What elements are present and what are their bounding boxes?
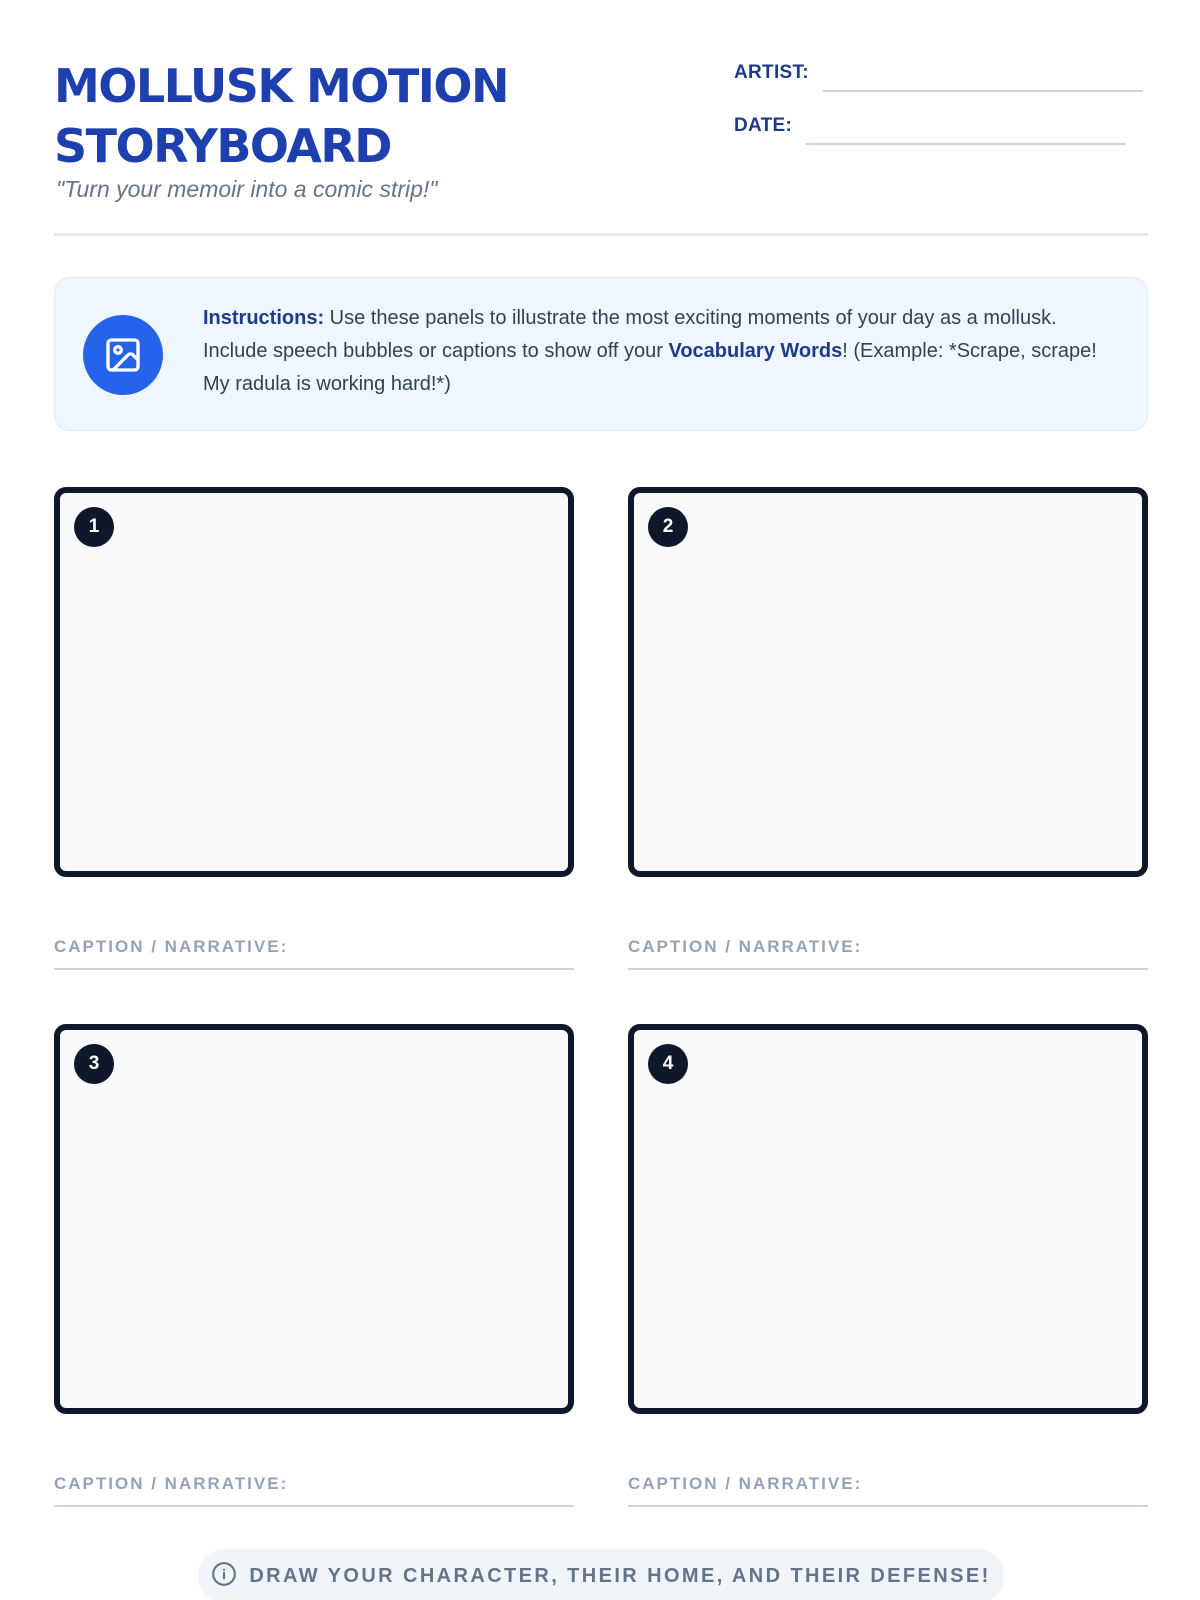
vocabulary-words: Vocabulary Words <box>668 340 843 362</box>
drawing-panel-3[interactable] <box>54 1024 574 1414</box>
instructions-body-2: ! (Example: *Scrape, scrape! My radula is working hard!*) <box>203 340 1097 395</box>
caption-line-3[interactable] <box>54 1467 574 1507</box>
artist-label: ARTIST: <box>734 62 809 83</box>
footer-text: DRAW YOUR CHARACTER, THEIR HOME, AND THEIR DEFENSE! <box>249 1564 991 1587</box>
info-icon <box>211 1561 237 1592</box>
drawing-panel-4[interactable] <box>628 1024 1148 1414</box>
instructions-box <box>54 277 1148 431</box>
date-field[interactable] <box>734 115 1148 145</box>
image-icon <box>83 315 163 395</box>
header-divider <box>54 233 1148 236</box>
caption-label: CAPTION / NARRATIVE: <box>628 937 863 956</box>
caption-label: CAPTION / NARRATIVE: <box>54 937 289 956</box>
date-label: DATE: <box>734 115 793 136</box>
panel-number-badge: 2 <box>648 507 688 547</box>
panel-number-badge: 4 <box>648 1044 688 1084</box>
panel-number-badge: 1 <box>74 507 114 547</box>
subtitle: "Turn your memoir into a comic strip!" <box>56 176 438 202</box>
artist-input-line[interactable] <box>823 62 1143 92</box>
caption-line-4[interactable] <box>628 1467 1148 1507</box>
footer-reminder <box>198 1549 1004 1600</box>
title-line-1: MOLLUSK MOTION <box>54 59 508 113</box>
caption-label: CAPTION / NARRATIVE: <box>628 1474 863 1493</box>
artist-field[interactable] <box>734 62 1148 92</box>
caption-line-1[interactable] <box>54 930 574 970</box>
drawing-panel-2[interactable] <box>628 487 1148 877</box>
drawing-panel-1[interactable] <box>54 487 574 877</box>
instructions-body-1: Use these panels to illustrate the most exciting moments of your day as a mollusk. Include speech bubbles or captions to show off your <box>203 307 1057 362</box>
instructions-lead: Instructions: <box>203 307 325 329</box>
caption-label: CAPTION / NARRATIVE: <box>54 1474 289 1493</box>
page-title <box>54 56 654 176</box>
panel-number-badge: 3 <box>74 1044 114 1084</box>
caption-line-2[interactable] <box>628 930 1148 970</box>
title-line-2: STORYBOARD <box>54 119 391 173</box>
instructions-text <box>203 302 1123 401</box>
date-input-line[interactable] <box>806 115 1126 145</box>
